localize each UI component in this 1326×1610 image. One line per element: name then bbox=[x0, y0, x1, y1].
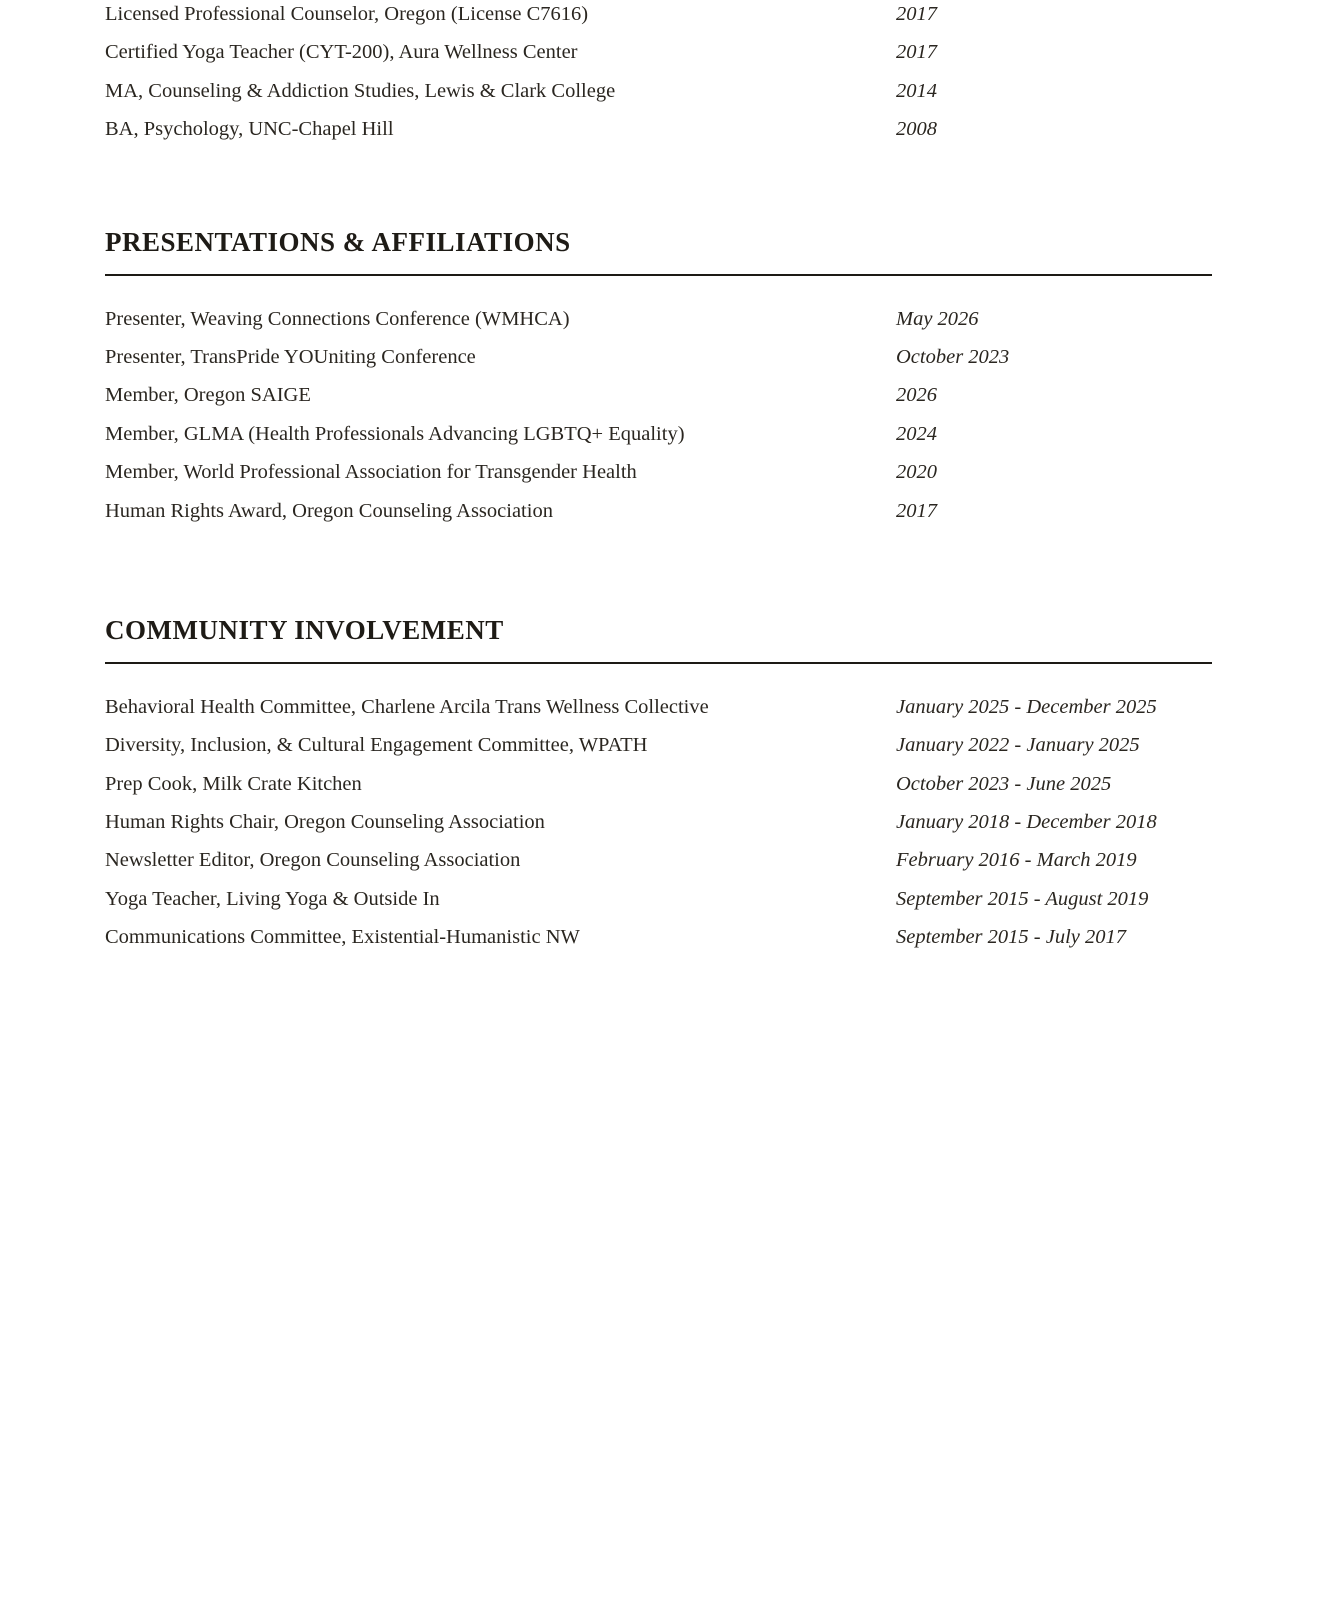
item-title: Member, World Professional Association for Transgender Health bbox=[105, 461, 637, 484]
list-item bbox=[105, 0, 1212, 33]
item-date: October 2023 bbox=[896, 345, 1010, 368]
item-title: Presenter, Weaving Connections Conference (WMHCA) bbox=[105, 307, 570, 330]
item-date: September 2015 - August 2019 bbox=[896, 887, 1149, 910]
item-date: 2017 bbox=[896, 41, 937, 64]
item-title: Communications Committee, Existential-Humanistic NW bbox=[105, 926, 580, 949]
list-item bbox=[105, 72, 1212, 110]
item-date: 2014 bbox=[896, 79, 937, 102]
item-title: Member, GLMA (Health Professionals Advancing LGBTQ+ Equality) bbox=[105, 422, 685, 445]
item-title: Prep Cook, Milk Crate Kitchen bbox=[105, 772, 362, 795]
credentials-list bbox=[105, 0, 1212, 149]
item-title: MA, Counseling & Addiction Studies, Lewis & Clark College bbox=[105, 79, 616, 102]
list-item bbox=[105, 376, 1212, 414]
item-title: Presenter, TransPride YOUniting Conference bbox=[105, 345, 476, 368]
section-divider bbox=[105, 274, 1212, 276]
presentations-section bbox=[105, 225, 1212, 530]
item-date: January 2022 - January 2025 bbox=[896, 734, 1140, 757]
list-item bbox=[105, 492, 1212, 530]
item-date: 2026 bbox=[896, 384, 937, 407]
list-item bbox=[105, 110, 1212, 148]
list-item bbox=[105, 415, 1212, 453]
community-heading: COMMUNITY INVOLVEMENT bbox=[105, 614, 504, 645]
item-title: Certified Yoga Teacher (CYT-200), Aura Wellness Center bbox=[105, 41, 578, 64]
item-date: January 2025 - December 2025 bbox=[896, 695, 1157, 718]
item-date: 2024 bbox=[896, 422, 937, 445]
item-title: Human Rights Chair, Oregon Counseling Association bbox=[105, 811, 545, 834]
item-date: 2020 bbox=[896, 461, 937, 484]
item-title: Behavioral Health Committee, Charlene Arcila Trans Wellness Collective bbox=[105, 695, 709, 718]
list-item bbox=[105, 453, 1212, 491]
item-date: September 2015 - July 2017 bbox=[896, 926, 1126, 949]
item-date: May 2026 bbox=[896, 307, 979, 330]
list-item bbox=[105, 803, 1212, 841]
list-item bbox=[105, 300, 1212, 338]
list-item bbox=[105, 726, 1212, 764]
community-section bbox=[105, 613, 1212, 957]
list-item bbox=[105, 688, 1212, 726]
list-item bbox=[105, 880, 1212, 918]
community-list bbox=[105, 688, 1212, 957]
section-divider bbox=[105, 662, 1212, 664]
item-date: 2017 bbox=[896, 499, 937, 522]
item-date: October 2023 - June 2025 bbox=[896, 772, 1112, 795]
item-title: BA, Psychology, UNC-Chapel Hill bbox=[105, 118, 394, 141]
list-item bbox=[105, 338, 1212, 376]
item-title: Human Rights Award, Oregon Counseling Association bbox=[105, 499, 553, 522]
item-title: Diversity, Inclusion, & Cultural Engagement Committee, WPATH bbox=[105, 734, 648, 757]
list-item bbox=[105, 765, 1212, 803]
item-date: February 2016 - March 2019 bbox=[896, 849, 1137, 872]
item-date: 2008 bbox=[896, 118, 937, 141]
item-title: Member, Oregon SAIGE bbox=[105, 384, 311, 407]
item-date: January 2018 - December 2018 bbox=[896, 811, 1157, 834]
list-item bbox=[105, 918, 1212, 956]
item-title: Licensed Professional Counselor, Oregon (License C7616) bbox=[105, 3, 589, 25]
list-item bbox=[105, 33, 1212, 71]
presentations-heading: PRESENTATIONS & AFFILIATIONS bbox=[105, 226, 571, 257]
list-item bbox=[105, 841, 1212, 879]
presentations-list bbox=[105, 300, 1212, 530]
item-title: Newsletter Editor, Oregon Counseling Association bbox=[105, 849, 521, 872]
item-title: Yoga Teacher, Living Yoga & Outside In bbox=[105, 887, 440, 910]
item-date: 2017 bbox=[896, 3, 937, 25]
